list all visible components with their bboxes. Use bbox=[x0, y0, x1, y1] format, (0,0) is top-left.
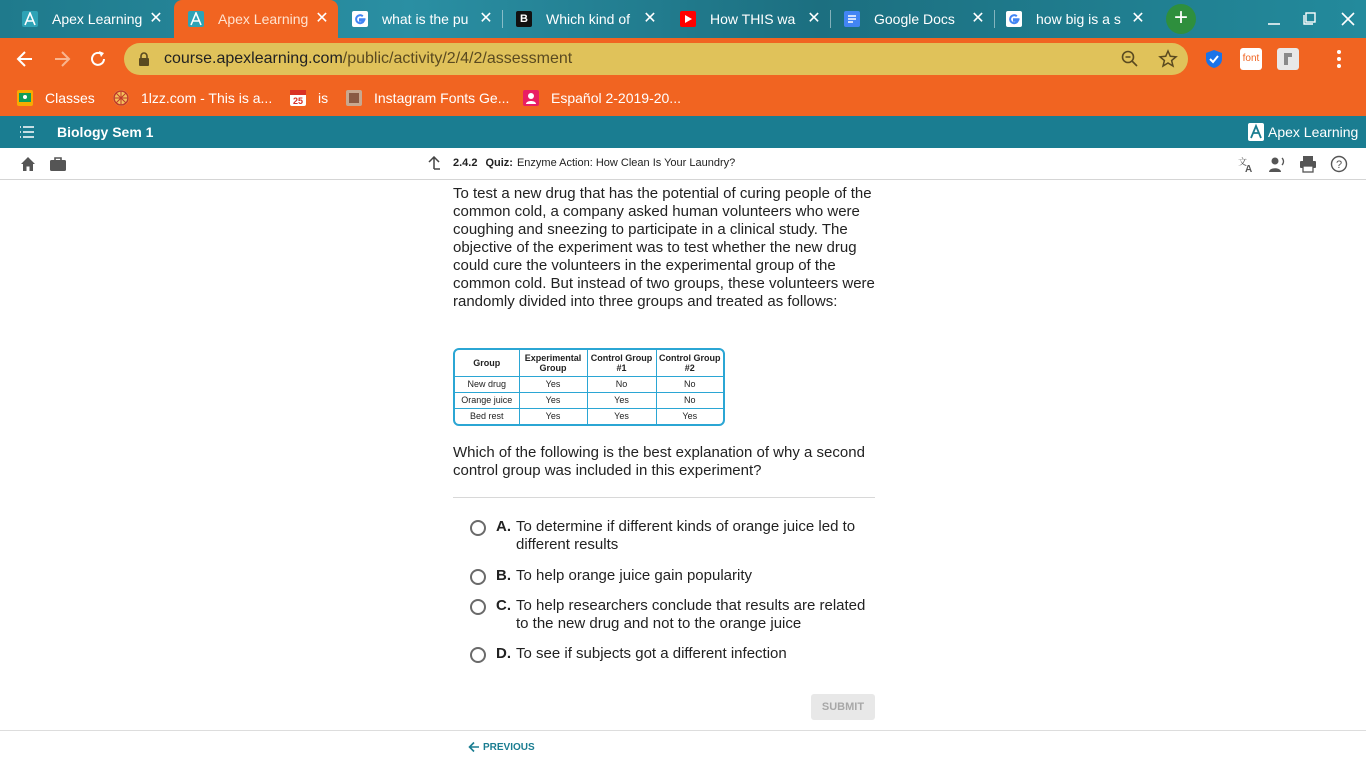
apex-logo bbox=[1248, 122, 1358, 142]
quiz-title: Enzyme Action: How Clean Is Your Laundry? bbox=[516, 157, 736, 169]
submit-button[interactable]: SUBMIT bbox=[811, 694, 875, 720]
question-panel bbox=[453, 185, 877, 713]
choice-letter: C. bbox=[496, 597, 511, 614]
apex-logo-icon bbox=[1248, 123, 1264, 141]
wheel-icon bbox=[113, 90, 129, 106]
arrow-left-icon bbox=[468, 741, 480, 753]
bookmark-classes[interactable] bbox=[17, 88, 95, 108]
choice-letter: A. bbox=[496, 518, 511, 535]
browser-toolbar bbox=[0, 38, 1366, 80]
table-row bbox=[455, 392, 723, 408]
reload-button[interactable] bbox=[86, 47, 110, 71]
window-close-icon[interactable] bbox=[1336, 8, 1360, 30]
bookmarks-bar bbox=[0, 80, 1366, 116]
tab-title: Apex Learning bbox=[52, 11, 143, 27]
text-to-speech-icon[interactable] bbox=[1268, 155, 1286, 173]
table-row bbox=[455, 408, 723, 424]
youtube-icon bbox=[680, 11, 696, 27]
browser-tab-4[interactable] bbox=[502, 0, 666, 38]
radio-button[interactable] bbox=[470, 520, 486, 536]
svg-text:A: A bbox=[1245, 164, 1253, 173]
choice-letter: D. bbox=[496, 645, 511, 662]
table-cell: Yes bbox=[656, 408, 723, 424]
brainly-icon: B bbox=[516, 11, 532, 27]
tab-title: Google Docs bbox=[874, 11, 955, 27]
table-cell: Yes bbox=[519, 376, 587, 392]
tab-title: how big is a s bbox=[1036, 11, 1121, 27]
table-cell: Yes bbox=[587, 392, 656, 408]
apex-icon bbox=[22, 11, 38, 27]
address-bar[interactable] bbox=[124, 43, 1188, 75]
choice-text: To help orange juice gain popularity bbox=[516, 567, 752, 584]
calendar-icon bbox=[290, 90, 306, 106]
url-path: /public/activity/2/4/2/assessment bbox=[342, 50, 573, 67]
choice-text: To see if subjects got a different infection bbox=[516, 645, 787, 662]
browser-tab-7[interactable] bbox=[994, 0, 1154, 38]
choice-a[interactable] bbox=[470, 518, 875, 554]
bookmark-label: 1lzz.com - This is a... bbox=[141, 90, 273, 106]
treatment-table bbox=[453, 348, 725, 426]
translate-icon[interactable] bbox=[1237, 155, 1255, 173]
bookmark-label: Classes bbox=[45, 90, 95, 106]
table-cell: No bbox=[656, 392, 723, 408]
zoom-icon[interactable] bbox=[1120, 49, 1140, 69]
table-header: Control Group #1 bbox=[587, 350, 656, 376]
svg-text:文: 文 bbox=[1238, 157, 1248, 167]
close-icon[interactable]: ✕ bbox=[643, 10, 657, 27]
choice-c[interactable] bbox=[470, 597, 875, 633]
table-header: Control Group #2 bbox=[656, 350, 723, 376]
choice-letter: B. bbox=[496, 567, 511, 584]
svg-text:?: ? bbox=[1335, 159, 1343, 171]
tab-title: what is the pu bbox=[382, 11, 469, 27]
docs-icon bbox=[844, 11, 860, 27]
home-icon[interactable] bbox=[19, 155, 37, 173]
table-cell: New drug bbox=[455, 376, 519, 392]
person-icon bbox=[523, 90, 539, 106]
table-header-row bbox=[455, 350, 723, 376]
extension-puzzle-icon[interactable] bbox=[1277, 48, 1299, 70]
menu-icon[interactable] bbox=[19, 125, 35, 139]
choice-d[interactable] bbox=[470, 645, 875, 663]
table-cell: Yes bbox=[519, 408, 587, 424]
close-icon[interactable]: ✕ bbox=[479, 10, 493, 27]
quiz-kind: Quiz: bbox=[485, 157, 513, 169]
close-icon[interactable]: ✕ bbox=[315, 10, 329, 27]
table-row bbox=[455, 376, 723, 392]
back-button[interactable] bbox=[13, 47, 37, 71]
minimize-icon[interactable] bbox=[1262, 8, 1286, 30]
radio-button[interactable] bbox=[470, 569, 486, 585]
close-icon[interactable]: ✕ bbox=[971, 10, 985, 27]
bookmark-espanol[interactable] bbox=[523, 88, 681, 108]
fonts-icon bbox=[346, 90, 362, 106]
table-header: Experimental Group bbox=[519, 350, 587, 376]
tab-title: Apex Learning bbox=[218, 11, 309, 27]
bookmark-star-icon[interactable] bbox=[1158, 49, 1178, 69]
briefcase-icon[interactable] bbox=[49, 155, 67, 173]
bookmark-label: Instagram Fonts Ge... bbox=[374, 90, 510, 106]
course-title: Biology Sem 1 bbox=[57, 124, 154, 140]
print-icon[interactable] bbox=[1299, 155, 1317, 173]
apex-icon bbox=[188, 11, 204, 27]
table-cell: No bbox=[656, 376, 723, 392]
quiz-footer bbox=[0, 730, 1366, 768]
url-text bbox=[164, 50, 572, 68]
question-passage: To test a new drug that has the potential of curing people of the common cold, a company asked human volunteers who were coughing and sneezing to participate in a clinical study. The objective of the experiment was to test whether the new drug could cure the volunteers in the experimental group of the common cold. But instead of two groups, these volunteers were randomly divided into three groups and treated as follows: bbox=[453, 185, 875, 310]
up-arrow-icon[interactable] bbox=[427, 156, 441, 170]
bookmark-label: is bbox=[318, 90, 329, 106]
lock-icon bbox=[138, 52, 150, 66]
radio-button[interactable] bbox=[470, 599, 486, 615]
more-menu-icon[interactable] bbox=[1328, 48, 1350, 70]
choice-b[interactable] bbox=[470, 567, 875, 585]
previous-button[interactable] bbox=[468, 741, 535, 753]
choice-text: To determine if different kinds of orange juice led to different results bbox=[516, 518, 856, 553]
table-header: Group bbox=[455, 350, 519, 376]
url-host: course.apexlearning.com bbox=[164, 50, 343, 67]
maximize-icon[interactable] bbox=[1298, 8, 1322, 30]
help-icon[interactable] bbox=[1330, 155, 1348, 173]
svg-text:25: 25 bbox=[292, 96, 304, 106]
tab-title: How THIS wa bbox=[710, 11, 796, 27]
bookmark-instagram-fonts[interactable] bbox=[346, 88, 509, 108]
bookmark-1lzz[interactable] bbox=[113, 88, 272, 108]
browser-tab-5[interactable] bbox=[666, 0, 830, 38]
table-cell: Yes bbox=[519, 392, 587, 408]
bookmark-is[interactable] bbox=[290, 88, 328, 108]
browser-tab-1[interactable] bbox=[0, 0, 172, 38]
table-cell: Orange juice bbox=[455, 392, 519, 408]
table-cell: Bed rest bbox=[455, 408, 519, 424]
google-icon bbox=[352, 11, 368, 27]
tab-title: Which kind of bbox=[546, 11, 631, 27]
font-extension-icon[interactable]: font bbox=[1240, 48, 1262, 70]
close-icon[interactable]: ✕ bbox=[1131, 10, 1145, 27]
radio-button[interactable] bbox=[470, 647, 486, 663]
classroom-icon bbox=[17, 90, 33, 106]
quiz-toolbar bbox=[0, 148, 1366, 180]
previous-label: PREVIOUS bbox=[483, 741, 535, 753]
bookmark-label: Español 2-2019-20... bbox=[551, 90, 681, 106]
shield-icon[interactable] bbox=[1203, 48, 1225, 70]
close-icon[interactable]: ✕ bbox=[149, 10, 163, 27]
question-prompt: Which of the following is the best explanation of why a second control group was included in this experiment? bbox=[453, 444, 865, 479]
close-icon[interactable]: ✕ bbox=[807, 10, 821, 27]
table-cell: Yes bbox=[587, 408, 656, 424]
course-header bbox=[0, 116, 1366, 148]
browser-tab-3[interactable] bbox=[338, 0, 502, 38]
table-cell: No bbox=[587, 376, 656, 392]
google-icon bbox=[1006, 11, 1022, 27]
new-tab-button[interactable]: + bbox=[1166, 4, 1196, 34]
quiz-breadcrumb bbox=[427, 156, 735, 170]
divider bbox=[453, 497, 875, 498]
apex-logo-text: Apex Learning bbox=[1268, 124, 1359, 140]
quiz-number: 2.4.2 bbox=[453, 157, 478, 169]
browser-tab-2-active[interactable] bbox=[174, 0, 338, 38]
choice-text: To help researchers conclude that results are related to the new drug and not to the orange juice bbox=[516, 597, 866, 632]
browser-tab-6[interactable] bbox=[830, 0, 994, 38]
browser-tab-strip bbox=[0, 0, 1366, 38]
forward-button[interactable] bbox=[50, 47, 74, 71]
